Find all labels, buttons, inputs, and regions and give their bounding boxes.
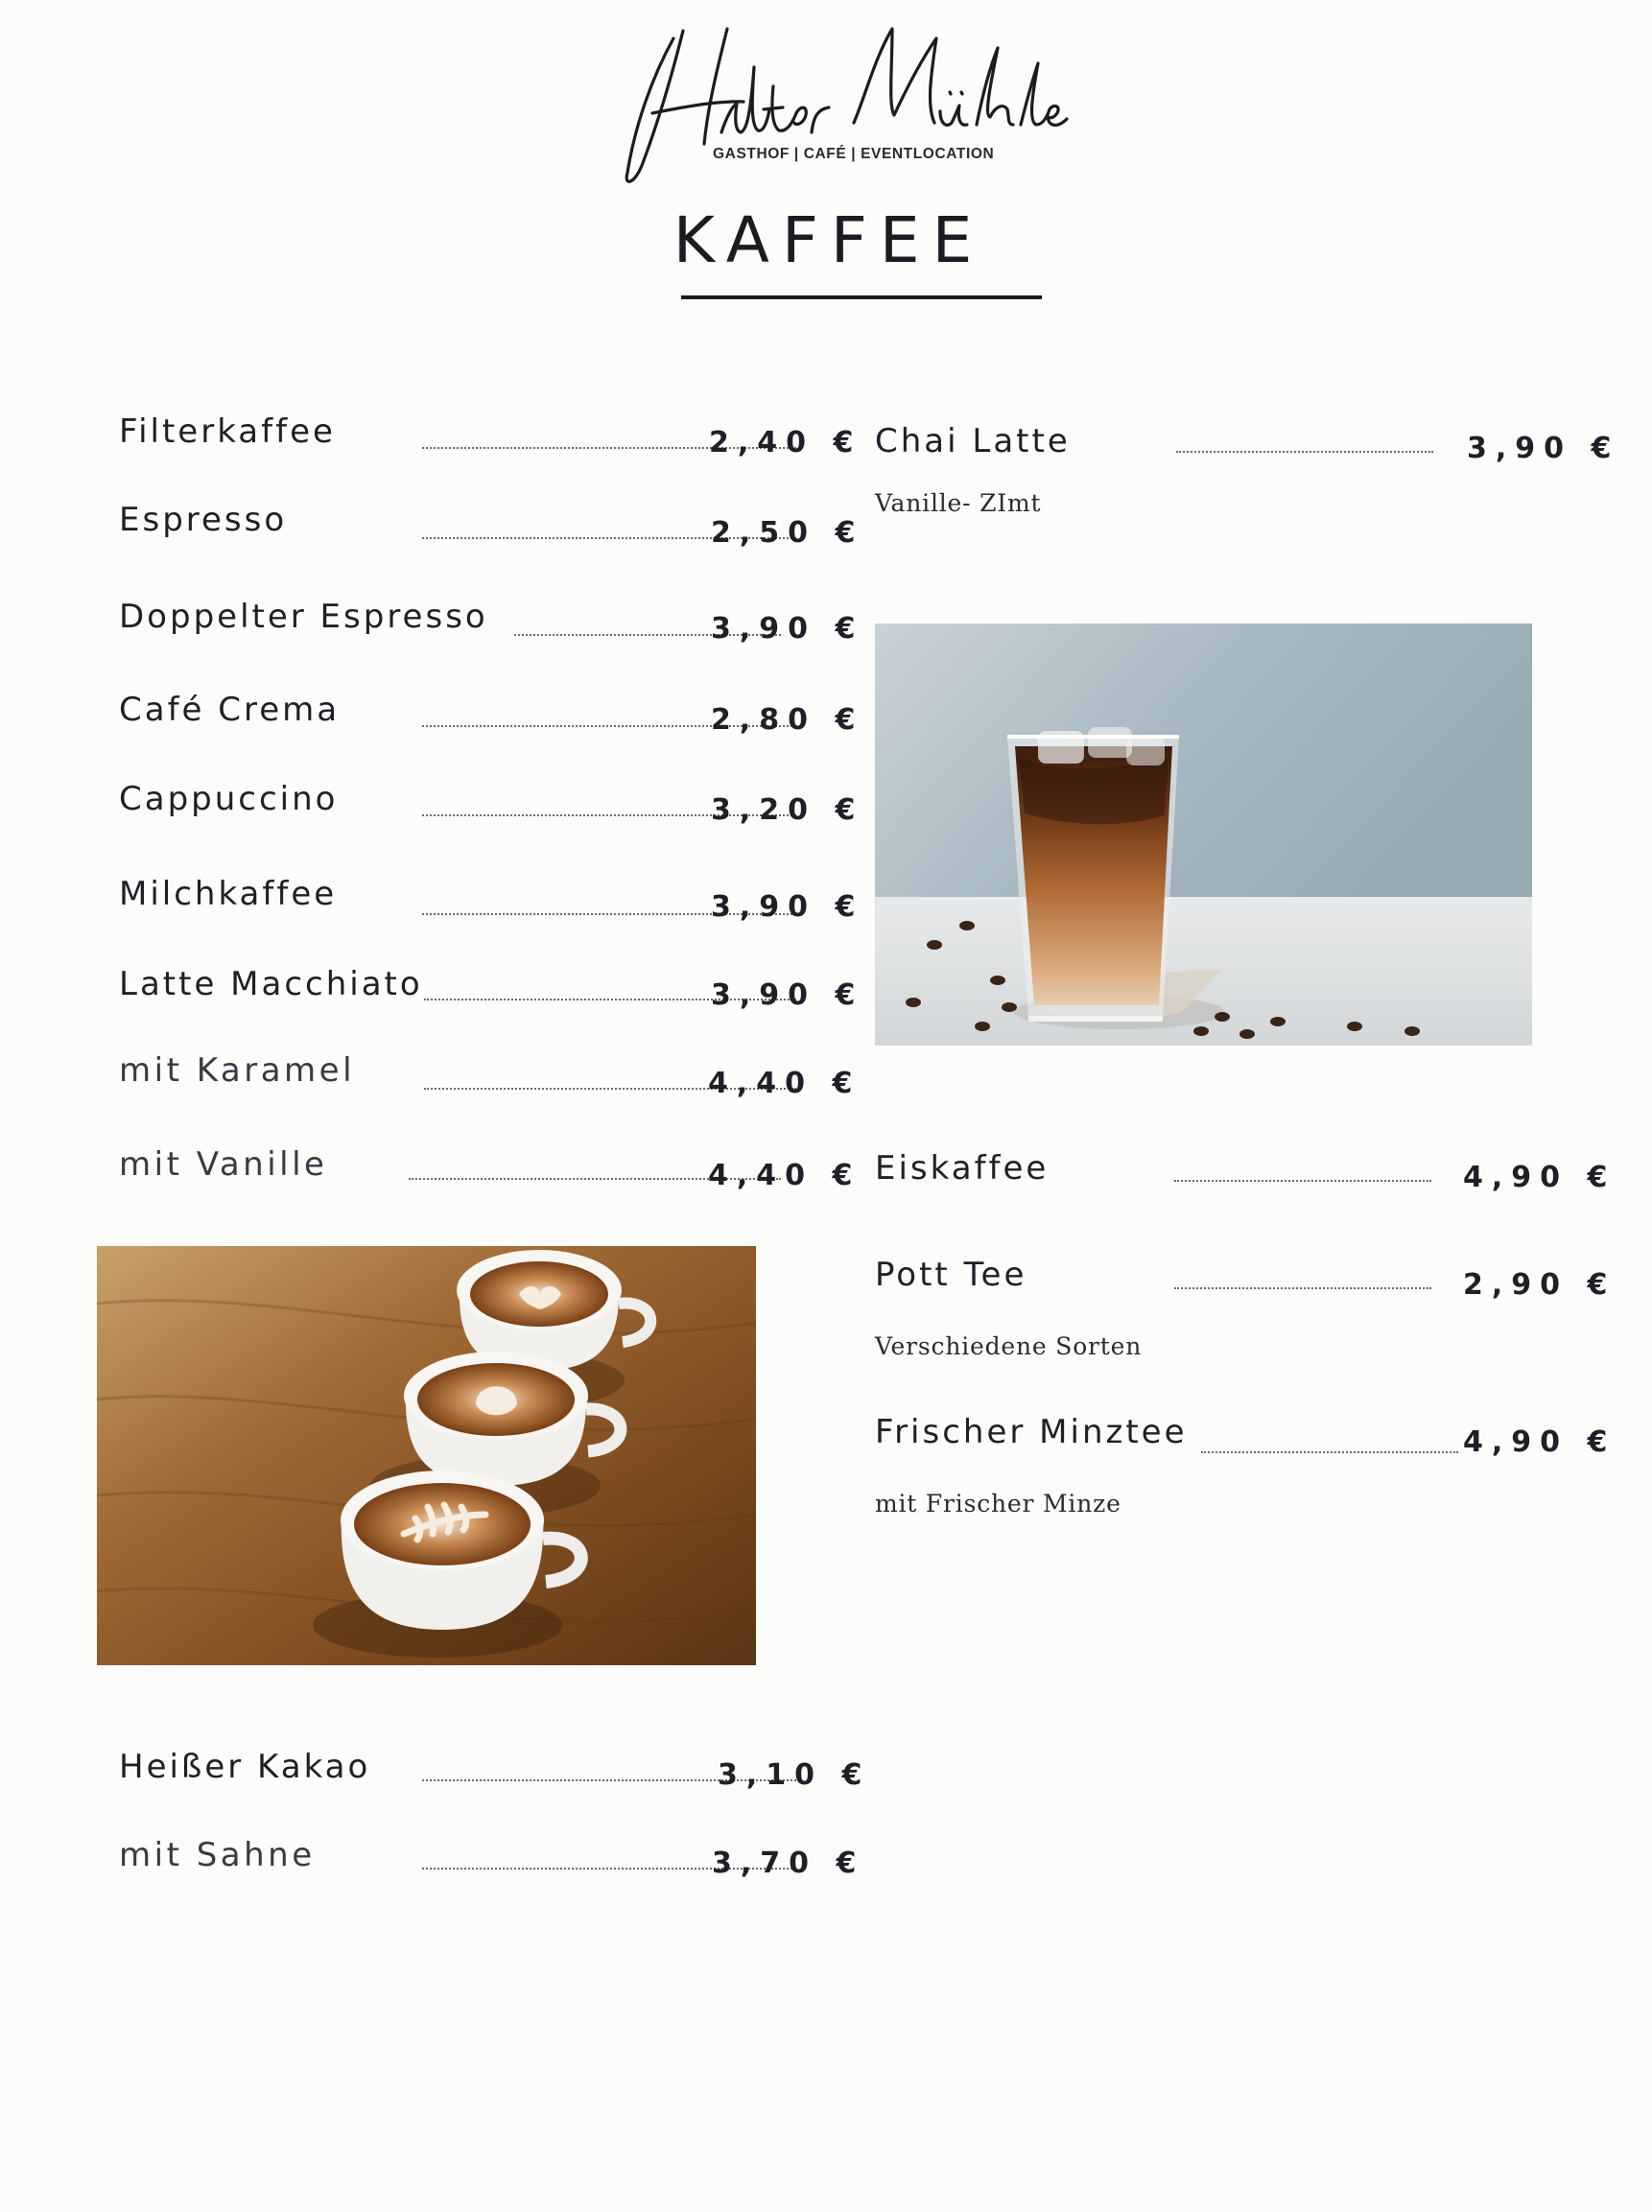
item-price: 4,90 € [1463, 1425, 1617, 1459]
dotted-leader [1176, 451, 1433, 453]
item-name: Café Crema [119, 691, 341, 729]
menu-item-mit-sahne [119, 1836, 865, 1894]
dotted-leader [1174, 1287, 1431, 1289]
menu-item-doppelter-espresso [119, 598, 864, 655]
item-price: 3,70 € [712, 1847, 865, 1880]
page-title: KAFFEE [673, 203, 985, 277]
item-price: 2,50 € [711, 516, 864, 550]
item-name: Filterkaffee [119, 412, 336, 451]
item-description: mit Frischer Minze [875, 1490, 1121, 1518]
iced-coffee-photo [875, 624, 1532, 1046]
item-price: 3,10 € [718, 1758, 871, 1792]
logo-tagline: GASTHOF | CAFÉ | EVENTLOCATION [713, 146, 995, 162]
menu-item-chai-latte [875, 422, 1620, 528]
item-name: Eiskaffee [875, 1149, 1050, 1188]
item-description: Vanille- ZImt [875, 489, 1042, 517]
menu-item-cappuccino [119, 780, 864, 837]
item-price: 2,80 € [711, 703, 864, 737]
item-name: Frischer Minztee [875, 1413, 1188, 1451]
item-name: Latte Macchiato [119, 965, 423, 1003]
dotted-leader [1201, 1451, 1458, 1453]
item-price: 4,40 € [708, 1159, 861, 1192]
item-name: Chai Latte [875, 422, 1071, 460]
menu-item-espresso [119, 501, 864, 558]
item-name: Cappuccino [119, 780, 339, 818]
dotted-leader [1174, 1180, 1431, 1182]
brand-logo [614, 10, 1074, 192]
item-name: Milchkaffee [119, 875, 338, 913]
item-price: 3,90 € [1467, 432, 1620, 465]
item-name: Heißer Kakao [119, 1748, 371, 1786]
item-price: 3,90 € [711, 978, 864, 1012]
item-price: 3,20 € [711, 793, 864, 827]
item-price: 4,90 € [1463, 1161, 1617, 1194]
item-name: Espresso [119, 501, 288, 539]
item-name: Doppelter Espresso [119, 598, 488, 636]
item-name: mit Sahne [119, 1836, 316, 1874]
item-name: Pott Tee [875, 1256, 1027, 1294]
logo-signature [614, 10, 1074, 192]
menu-item-milchkaffee [119, 875, 864, 932]
title-underline [681, 295, 1042, 299]
item-price: 3,90 € [711, 612, 864, 646]
menu-item-cafe-crema [119, 691, 864, 748]
item-price: 3,90 € [711, 890, 864, 924]
item-name: mit Vanille [119, 1145, 328, 1184]
item-price: 4,40 € [708, 1067, 861, 1100]
cappuccino-photo [97, 1246, 756, 1665]
menu-item-mit-vanille [119, 1145, 861, 1203]
menu-item-eiskaffee [875, 1149, 1617, 1207]
menu-item-pott-tee [875, 1256, 1617, 1361]
menu-item-filterkaffee [119, 412, 862, 470]
item-price: 2,40 € [709, 426, 862, 459]
menu-item-frischer-minztee [875, 1413, 1617, 1518]
menu-item-mit-karamel [119, 1051, 861, 1109]
item-name: mit Karamel [119, 1051, 356, 1090]
item-price: 2,90 € [1463, 1268, 1617, 1302]
item-description: Verschiedene Sorten [875, 1332, 1143, 1360]
menu-item-heisser-kakao [119, 1748, 871, 1805]
menu-item-latte-macchiato [119, 965, 864, 1023]
